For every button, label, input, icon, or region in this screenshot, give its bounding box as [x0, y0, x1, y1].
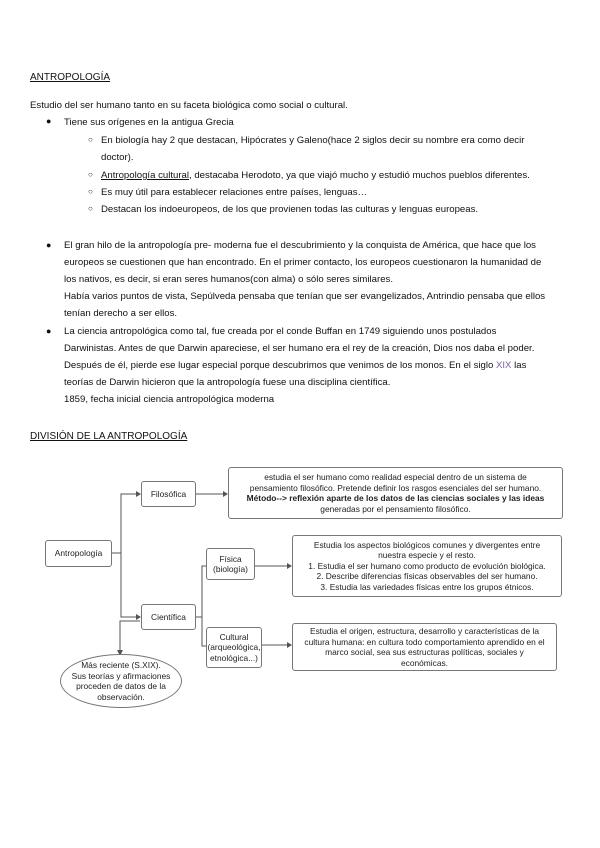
node-cultural-desc: [292, 623, 557, 671]
b3-line-1: La ciencia antropológica como tal, fue creada por el conde Buffan en 1749 siguiendo unos postulados: [64, 326, 497, 337]
node-fisica-desc: [292, 535, 562, 597]
node-fisica-label: Física: [219, 553, 242, 564]
node-cientifica: [141, 604, 196, 630]
b3-line-3-text: Después de él, pierde ese lugar especial porque descubrimos que venimos de los monos. En el siglo: [64, 360, 496, 371]
b2-line-4: Había varios puntos de vista, Sepúlveda pensaba que tenían que ser evangelizados, Antrindio pensaba que ellos: [64, 291, 546, 302]
sub-4-text: Destacan los indoeuropeos, de los que provienen todas las culturas y lenguas europeas.: [101, 204, 479, 215]
node-mas-reciente: [60, 654, 182, 708]
connector-root-filosofica: [112, 494, 136, 553]
sub-2-rest: , destacaba Herodoto, ya que viajó mucho y estudió muchos pueblos diferentes.: [189, 170, 530, 181]
sub-1-line-2: doctor).: [101, 152, 134, 163]
fisica-desc-line-1: Estudia los aspectos biológicos comunes y divergentes entre: [313, 539, 541, 550]
node-cultural: [206, 627, 262, 668]
sub-bullet-circle: ○: [88, 187, 93, 196]
filo-desc-line-4: generadas por el pensamiento filosófico.: [320, 503, 471, 514]
page-title: ANTROPOLOGÍA: [30, 72, 111, 83]
cultural-desc-line-2: cultura humana: en cultura todo comportamiento aprendido en el: [304, 636, 545, 647]
bullet-dot: ●: [46, 240, 52, 250]
filo-desc-line-3: Método--> reflexión aparte de los datos de las ciencias sociales y las ideas: [246, 493, 545, 503]
bullet-1-text: Tiene sus orígenes en la antigua Grecia: [64, 117, 234, 128]
filo-desc-line-2: pensamiento filosófico. Pretende definir los rasgos esenciales del ser humano.: [249, 482, 542, 493]
bullet-dot: ●: [46, 326, 52, 336]
node-fisica: [206, 548, 255, 580]
fisica-desc-line-3: 1. Estudia el ser humano como producto de evolución biológica.: [308, 560, 546, 571]
cultural-desc-line-1: Estudia el origen, estructura, desarrollo y características de la: [309, 626, 540, 636]
node-filosofica: [141, 481, 196, 507]
cultural-desc-line-4: económicas.: [400, 657, 448, 668]
node-cientifica-label: Científica: [151, 611, 186, 622]
node-cultural-label: Cultural: [219, 631, 249, 642]
connector-cientifica-oval: [120, 621, 140, 650]
b3-line-2: Darwinistas. Antes de que Darwin apareciese, el ser humano era el rey de la creación, Dios nos daba el poder.: [64, 343, 535, 354]
b2-line-3: los nativos, es decir, si eran seres humanos(con alma) o sólo seres similares.: [64, 274, 393, 285]
b2-line-1: El gran hilo de la antropología pre- moderna fue el descubrimiento y la conquista de América, que hace que los: [64, 240, 536, 251]
bullet-dot: ●: [46, 116, 52, 126]
node-antropologia: [45, 540, 112, 567]
b3-line-3-tail: las: [511, 360, 527, 371]
node-filosofica-label: Filosófica: [150, 488, 187, 499]
node-antropologia-label: Antropología: [54, 548, 103, 559]
b3-line-5: 1859, fecha inicial ciencia antropológica moderna: [64, 394, 275, 405]
node-cultural-sub-2: etnológica...): [210, 652, 258, 663]
oval-line-2: Sus teorías y afirmaciones: [71, 670, 171, 681]
xix-text: XIX: [495, 360, 512, 371]
fisica-desc-line-5: 3. Estudia las variedades físicas entre los grupos étnicos.: [320, 581, 534, 592]
sub-bullet-circle: ○: [88, 170, 93, 179]
fisica-desc-line-2: nuestra especie y el resto.: [378, 550, 476, 561]
sub-1-line-1: En biología hay 2 que destacan, Hipócrates y Galeno(hace 2 siglos decir su nombre era como decir: [101, 135, 525, 146]
node-fisica-sub: (biología): [213, 564, 248, 574]
cultural-desc-line-3: marco social, sea sus estructuras políticas, sociales y: [325, 647, 524, 657]
node-cultural-sub-1: (arqueológica,: [207, 642, 261, 653]
filo-desc-line-1: estudia el ser humano como realidad especial dentro de un sistema de: [264, 472, 527, 482]
oval-line-1: Más reciente (S.XIX).: [81, 660, 161, 670]
section-title-division: DIVISIÓN DE LA ANTROPOLOGÍA: [30, 431, 188, 442]
intro-text: Estudio del ser humano tanto en su faceta biológica como social o cultural.: [30, 100, 348, 111]
antropologia-cultural-link: Antropología cultural: [101, 170, 189, 181]
sub-bullet-circle: ○: [88, 204, 93, 213]
oval-line-3: proceden de datos de la: [76, 681, 166, 691]
fisica-desc-line-4: 2. Describe diferencias físicas observables del ser humano.: [316, 571, 538, 582]
b2-line-5: tenían derecho a ser ellos.: [64, 308, 178, 319]
b3-line-4: teorías de Darwin hicieron que la antropología fuese una disciplina científica.: [64, 377, 391, 388]
connector-root-cientifica: [121, 553, 136, 617]
sub-3-text: Es muy útil para establecer relaciones entre países, lenguas…: [101, 187, 368, 198]
b2-line-2: europeos se cuestionen que han encontrado. En el primer contacto, los europeos cuestionaron la humanidad de: [64, 257, 542, 268]
oval-line-4: observación.: [97, 691, 145, 702]
sub-bullet-circle: ○: [88, 135, 93, 144]
node-filosofica-desc: [228, 467, 563, 519]
